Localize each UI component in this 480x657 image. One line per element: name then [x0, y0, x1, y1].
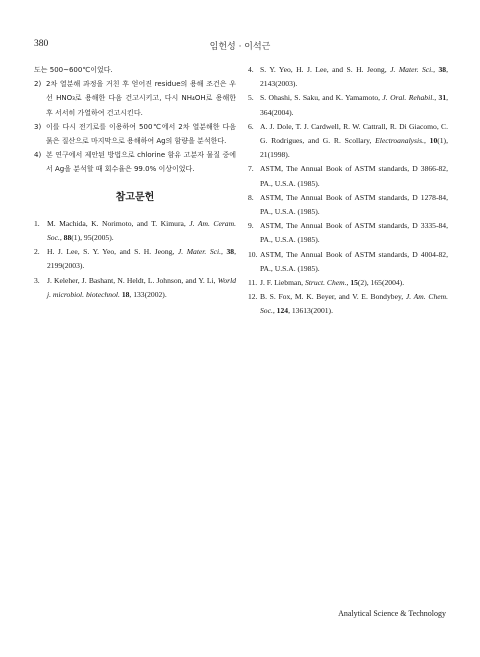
numbered-item: [34, 77, 236, 120]
ref-authors: J. F. Liebman,: [260, 278, 305, 288]
ref-number: 1.: [34, 218, 40, 228]
ref-sep: ,: [423, 136, 430, 146]
ref-volume: 18: [121, 289, 130, 299]
ref-volume: 124: [276, 306, 289, 316]
footer-journal-name: Analytical Science & Technology: [338, 609, 446, 618]
ref-pages: , 13613(2001).: [288, 306, 333, 316]
numbered-item: [34, 148, 236, 176]
ref-sep: ,: [221, 247, 227, 257]
ref-volume: 88: [63, 233, 72, 243]
ref-journal: Electroanalysis.: [375, 136, 424, 146]
ref-number: 9.: [248, 221, 254, 231]
ref-number: 11.: [248, 278, 258, 288]
ref-sep: ,: [346, 278, 351, 288]
ref-volume: 10: [429, 136, 438, 146]
ref-authors: B. S. Fox, M. K. Beyer, and V. E. Bondybey,: [260, 292, 406, 302]
ref-volume: 31: [438, 93, 447, 103]
ref-journal: J. Am. Chem. Soc.: [260, 292, 448, 316]
item-text: 본 연구에서 제안된 방법으로 chlorine 함유 고분자 물질 중에서 Ag을 분석할 때 회수율은 99.0% 이상이었다.: [46, 151, 236, 174]
ref-text: ASTM, The Annual Book of ASTM standards, D 1278-84, PA., U.S.A. (1985).: [260, 192, 448, 217]
reference-list-left: [34, 217, 236, 302]
ref-authors: A. J. Dole, T. J. Cardwell, R. W. Cattrall, R. Di Giacomo, C. G. Rodrigues, and G. R. Scollary,: [260, 121, 448, 146]
ref-pages: , 2199(2003).: [47, 247, 236, 271]
ref-pages: (2), 165(2004).: [357, 278, 405, 288]
ref-pages: , 2143(2003).: [260, 65, 448, 89]
ref-number: 7.: [248, 164, 254, 174]
ref-authors: S. Ohashi, S. Saku, and K. Yamamoto,: [260, 93, 383, 103]
ref-journal: J. Mater. Sci.: [177, 247, 222, 257]
ref-pages: (1), 21(1998).: [260, 136, 448, 160]
ref-volume: 38: [226, 247, 235, 257]
reference-item: [248, 290, 448, 318]
reference-item: [248, 248, 448, 276]
ref-number: 3.: [34, 275, 40, 285]
ref-number: 2.: [34, 247, 40, 257]
ref-text: ASTM, The Annual Book of ASTM standards, D 3866-82, PA., U.S.A. (1985).: [260, 164, 448, 188]
carry-over-text: 도는 500~600℃이었다.: [34, 66, 113, 74]
ref-sep: ,: [434, 93, 439, 103]
ref-pages: , 133(2002).: [129, 289, 167, 299]
ref-authors: J. Keleher, J. Bashant, N. Heldt, L. Johnson, and Y. Li,: [47, 275, 218, 285]
ref-text: ASTM, The Annual Book of ASTM standards, D 4004-82, PA., U.S.A. (1985).: [260, 249, 448, 273]
reference-item: [248, 162, 448, 190]
numbered-item: [34, 120, 236, 148]
reference-item: [248, 191, 448, 219]
ref-number: 4.: [248, 65, 254, 74]
ref-sep: ,: [59, 233, 64, 243]
item-text: 이를 다시 전기로를 이용하여 500℃에서 2차 열분해한 다음 묽은 질산으로 마지막으로 용해하여 Ag의 함량을 분석한다.: [46, 122, 236, 146]
ref-journal: Struct. Chem.: [304, 278, 347, 288]
item-number: 2): [34, 80, 42, 89]
running-head: 임헌성 · 이석근: [209, 42, 271, 52]
page-number: 380: [34, 39, 49, 49]
item-text: 2차 열분해 과정을 거친 후 얻어진 residue의 용해 조건은 우선 HNO₃로 용해한 다음 건고시키고, 다시 NH₄OH로 용해한 후 서서히 가열하여 건고시킨다.: [46, 80, 236, 117]
reference-item: [248, 219, 448, 247]
right-column: [248, 63, 448, 319]
references-heading: 참고문헌: [115, 191, 155, 203]
reference-item: [248, 276, 448, 290]
ref-sep: ,: [272, 306, 277, 316]
ref-text: ASTM, The Annual Book of ASTM standards, D 3335-84, PA., U.S.A. (1985).: [260, 221, 448, 245]
ref-pages: (1), 95(2005).: [71, 233, 114, 243]
ref-volume: 38: [438, 65, 447, 74]
ref-journal: World j. microbiol. biotechnol.: [47, 275, 236, 299]
ref-number: 10.: [248, 249, 258, 259]
item-number: 4): [34, 151, 42, 160]
ref-journal: J. Am. Ceram. Soc.: [47, 218, 236, 243]
ref-number: 6.: [248, 121, 254, 131]
item-number: 3): [34, 122, 42, 131]
reference-item: [34, 245, 236, 273]
ref-pages: , 364(2004).: [260, 93, 449, 117]
reference-item: [248, 63, 448, 91]
ref-journal: J. Oral. Rehabil.: [382, 93, 435, 103]
reference-item: [34, 217, 236, 245]
reference-item: [248, 91, 448, 119]
reference-item: [34, 274, 236, 302]
ref-authors: S. Y. Yeo, H. J. Lee, and S. H. Jeong,: [260, 65, 391, 74]
reference-list-right: [248, 63, 448, 319]
ref-sep: ,: [433, 65, 439, 74]
reference-item: [248, 120, 448, 163]
ref-journal: J. Mater. Sci.: [390, 65, 434, 74]
ref-number: 12.: [248, 292, 258, 302]
left-column: [34, 63, 236, 302]
ref-volume: 15: [350, 278, 358, 288]
ref-authors: M. Machida, K. Norimoto, and T. Kimura,: [47, 218, 190, 228]
ref-number: 5.: [248, 93, 254, 103]
ref-number: 8.: [248, 192, 254, 202]
ref-authors: H. J. Lee, S. Y. Yeo, and S. H. Jeong,: [47, 247, 178, 257]
